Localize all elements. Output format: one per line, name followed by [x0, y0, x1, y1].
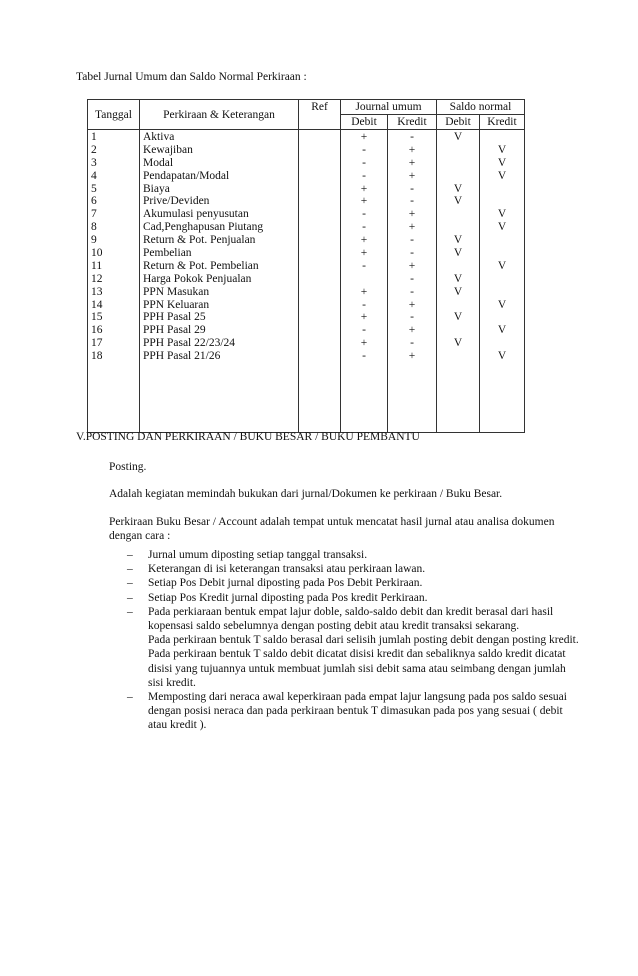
- row-journal-kredit: -: [410, 182, 414, 195]
- row-saldo-debit: [440, 144, 476, 157]
- row-saldo-kredit: V: [497, 156, 507, 169]
- account-intro-line-2: dengan cara :: [109, 530, 171, 542]
- row-journal-kredit: -: [410, 311, 414, 324]
- posting-heading: Posting.: [109, 461, 147, 473]
- row-tanggal: 16: [91, 324, 103, 337]
- row-journal-kredit: -: [410, 337, 414, 350]
- row-saldo-kredit: V: [497, 298, 507, 311]
- row-journal-debit: -: [362, 169, 366, 182]
- section-title: V.POSTING DAN PERKIRAAN / BUKU BESAR / BUKU PEMBANTU: [76, 431, 420, 443]
- row-saldo-debit: [440, 324, 476, 337]
- column-saldo-debit: [437, 130, 480, 433]
- posting-definition: Adalah kegiatan memindah bukukan dari jurnal/Dokumen ke perkiraan / Buku Besar.: [109, 488, 503, 500]
- list-item: [127, 591, 597, 605]
- row-perkiraan: Kewajiban: [143, 143, 193, 156]
- header-journal-kredit: Kredit: [388, 115, 437, 130]
- row-saldo-kredit: V: [497, 221, 507, 234]
- row-journal-debit: +: [360, 311, 368, 324]
- list-item: [127, 605, 597, 690]
- dash-bullet-icon: –: [127, 549, 133, 561]
- list-item-line: dengan posisi neraca dan pada perkiraan bentuk T dimasukan pada pos yang sesuai ( debit: [148, 705, 563, 718]
- header-tanggal: Tanggal: [88, 100, 140, 130]
- table-caption: Tabel Jurnal Umum dan Saldo Normal Perkiraan :: [76, 71, 307, 83]
- row-journal-kredit: +: [408, 221, 416, 234]
- row-perkiraan: Biaya: [143, 182, 170, 195]
- row-journal-kredit: +: [408, 350, 416, 363]
- row-saldo-kredit: [483, 286, 521, 299]
- list-item-line: Memposting dari neraca awal keperkiraan pada empat lajur langsung pada pos saldo sesuai: [148, 691, 567, 704]
- dash-bullet-icon: –: [127, 577, 133, 590]
- row-tanggal: 3: [91, 156, 97, 169]
- row-saldo-debit: V: [453, 131, 463, 143]
- row-saldo-kredit: V: [497, 169, 507, 182]
- list-item-line: Setiap Pos Debit jurnal diposting pada Pos Debit Perkiraan.: [148, 577, 423, 590]
- row-saldo-kredit: V: [497, 143, 507, 156]
- dash-bullet-icon: –: [127, 591, 133, 604]
- row-saldo-kredit: [483, 131, 521, 144]
- row-perkiraan: PPH Pasal 25: [143, 311, 206, 324]
- row-journal-debit: -: [362, 324, 366, 337]
- row-journal-debit: +: [360, 247, 368, 260]
- list-item-line: sisi kredit.: [148, 676, 196, 689]
- row-journal-debit: +: [360, 234, 368, 247]
- row-journal-debit: -: [362, 143, 366, 156]
- row-saldo-kredit: [483, 311, 521, 324]
- row-perkiraan: Return & Pot. Pembelian: [143, 259, 259, 272]
- row-saldo-debit: V: [453, 182, 463, 195]
- row-tanggal: 12: [91, 272, 103, 285]
- header-perkiraan: Perkiraan & Keterangan: [140, 100, 299, 130]
- row-saldo-debit: [440, 221, 476, 234]
- row-perkiraan: Pendapatan/Modal: [143, 169, 230, 182]
- row-journal-debit: +: [360, 131, 368, 143]
- header-journal-umum: Journal umum: [341, 100, 437, 115]
- row-journal-debit: -: [362, 298, 366, 311]
- row-journal-debit: -: [362, 208, 366, 221]
- row-journal-kredit: +: [408, 169, 416, 182]
- row-perkiraan: Cad,Penghapusan Piutang: [143, 221, 264, 234]
- row-saldo-debit: V: [453, 285, 463, 298]
- header-saldo-normal: Saldo normal: [437, 100, 525, 115]
- list-item: [127, 562, 597, 576]
- column-perkiraan: [140, 130, 299, 433]
- row-saldo-debit: [440, 299, 476, 312]
- row-saldo-kredit: V: [497, 259, 507, 272]
- row-saldo-kredit: [483, 247, 521, 260]
- row-saldo-debit: [440, 208, 476, 221]
- list-item-line: kopensasi saldo sebelumnya dengan posting debit atau kredit transaksi sekarang.: [148, 620, 520, 633]
- row-tanggal: 10: [91, 247, 103, 260]
- row-tanggal: 4: [91, 169, 97, 182]
- list-item-line: Jurnal umum diposting setiap tanggal transaksi.: [148, 549, 368, 561]
- row-perkiraan: PPH Pasal 21/26: [143, 350, 221, 363]
- row-journal-kredit: +: [408, 298, 416, 311]
- row-saldo-debit: V: [453, 234, 463, 247]
- list-item-line: Keterangan di isi keterangan transaksi atau perkiraan lawan.: [148, 563, 426, 576]
- list-item-line: Pada perkiaraan bentuk empat lajur doble, saldo-saldo debit dan kredit berasal dari hasil: [148, 605, 554, 618]
- row-journal-debit: +: [360, 195, 368, 208]
- header-ref: Ref: [299, 100, 341, 130]
- row-journal-debit: -: [362, 350, 366, 363]
- row-tanggal: 18: [91, 350, 103, 363]
- row-saldo-kredit: [483, 273, 521, 286]
- list-item-line: Setiap Pos Kredit jurnal diposting pada Pos kredit Perkiraan.: [148, 591, 428, 604]
- row-saldo-kredit: V: [497, 324, 507, 337]
- row-perkiraan: Pembelian: [143, 247, 192, 260]
- list-item-line: Pada perkiraan bentuk T saldo berasal dari selisih jumlah posting debit dengan posting kredit.: [148, 634, 579, 647]
- row-journal-kredit: +: [408, 324, 416, 337]
- list-item-line: Pada perkiraan bentuk T saldo debit dicatat disisi kredit dan sebaliknya saldo kredit dicatat: [148, 648, 566, 661]
- row-saldo-kredit: [483, 195, 521, 208]
- row-perkiraan: PPN Masukan: [143, 285, 210, 298]
- row-journal-debit: -: [362, 259, 366, 272]
- row-journal-kredit: +: [408, 259, 416, 272]
- row-journal-kredit: +: [408, 156, 416, 169]
- list-item: [127, 576, 597, 590]
- dash-bullet-icon: –: [127, 691, 133, 704]
- dash-bullet-icon: –: [127, 563, 133, 576]
- row-tanggal: 14: [91, 298, 103, 311]
- header-journal-debit: Debit: [341, 115, 388, 130]
- account-intro-line-1: Perkiraan Buku Besar / Account adalah tempat untuk mencatat hasil jurnal atau analisa dokumen: [109, 516, 555, 528]
- row-saldo-debit: V: [453, 247, 463, 260]
- row-perkiraan: Harga Pokok Penjualan: [143, 272, 252, 285]
- row-tanggal: 11: [91, 259, 103, 272]
- posting-rules-list: [127, 548, 597, 733]
- row-perkiraan: Prive/Deviden: [143, 195, 210, 208]
- row-journal-kredit: +: [408, 208, 416, 221]
- row-tanggal: 13: [91, 285, 103, 298]
- row-perkiraan: Return & Pot. Penjualan: [143, 234, 256, 247]
- row-tanggal: 8: [91, 221, 97, 234]
- row-saldo-kredit: [483, 234, 521, 247]
- row-journal-debit: -: [362, 156, 366, 169]
- row-journal-debit: [344, 273, 384, 286]
- row-tanggal: 7: [91, 208, 97, 221]
- row-journal-debit: +: [360, 285, 368, 298]
- list-item: [127, 690, 597, 733]
- row-saldo-kredit: V: [497, 350, 507, 363]
- row-tanggal: 9: [91, 234, 97, 247]
- row-journal-debit: +: [360, 182, 368, 195]
- row-perkiraan: PPN Keluaran: [143, 298, 210, 311]
- row-saldo-debit: [440, 157, 476, 170]
- row-journal-kredit: -: [410, 247, 414, 260]
- row-journal-debit: +: [360, 337, 368, 350]
- row-perkiraan: PPH Pasal 22/23/24: [143, 337, 236, 350]
- row-saldo-debit: [440, 260, 476, 273]
- row-saldo-debit: [440, 350, 476, 363]
- row-perkiraan: Aktiva: [143, 131, 175, 143]
- row-journal-kredit: -: [410, 272, 414, 285]
- row-journal-kredit: -: [410, 131, 414, 143]
- column-saldo-kredit: [480, 130, 525, 433]
- row-perkiraan: PPH Pasal 29: [143, 324, 206, 337]
- list-item-line: disisi yang tujuannya untuk membuat jumlah sisi debit sama atau seimbang dengan jumlah: [148, 662, 566, 675]
- row-tanggal: 5: [91, 182, 97, 195]
- row-saldo-debit: V: [453, 195, 463, 208]
- row-perkiraan: Akumulasi penyusutan: [143, 208, 249, 221]
- row-saldo-debit: [440, 170, 476, 183]
- row-tanggal: 17: [91, 337, 103, 350]
- row-tanggal: 1: [91, 131, 97, 143]
- row-tanggal: 2: [91, 143, 97, 156]
- list-item-line: atau kredit ).: [148, 719, 207, 732]
- row-saldo-kredit: [483, 183, 521, 196]
- header-saldo-kredit: Kredit: [480, 115, 525, 130]
- column-ref: [299, 130, 341, 433]
- row-saldo-debit: V: [453, 311, 463, 324]
- journal-table: [87, 99, 525, 433]
- row-journal-kredit: -: [410, 285, 414, 298]
- row-tanggal: 15: [91, 311, 103, 324]
- row-journal-kredit: -: [410, 234, 414, 247]
- header-saldo-debit: Debit: [437, 115, 480, 130]
- row-perkiraan: Modal: [143, 156, 174, 169]
- column-journal-kredit: [388, 130, 437, 433]
- column-journal-debit: [341, 130, 388, 433]
- row-journal-kredit: -: [410, 195, 414, 208]
- column-tanggal: [88, 130, 140, 433]
- list-item: [127, 548, 597, 562]
- row-saldo-debit: V: [453, 337, 463, 350]
- row-saldo-kredit: V: [497, 208, 507, 221]
- dash-bullet-icon: –: [127, 605, 133, 618]
- row-saldo-kredit: [483, 337, 521, 350]
- row-saldo-debit: V: [453, 272, 463, 285]
- row-journal-kredit: +: [408, 143, 416, 156]
- row-journal-debit: -: [362, 221, 366, 234]
- row-tanggal: 6: [91, 195, 97, 208]
